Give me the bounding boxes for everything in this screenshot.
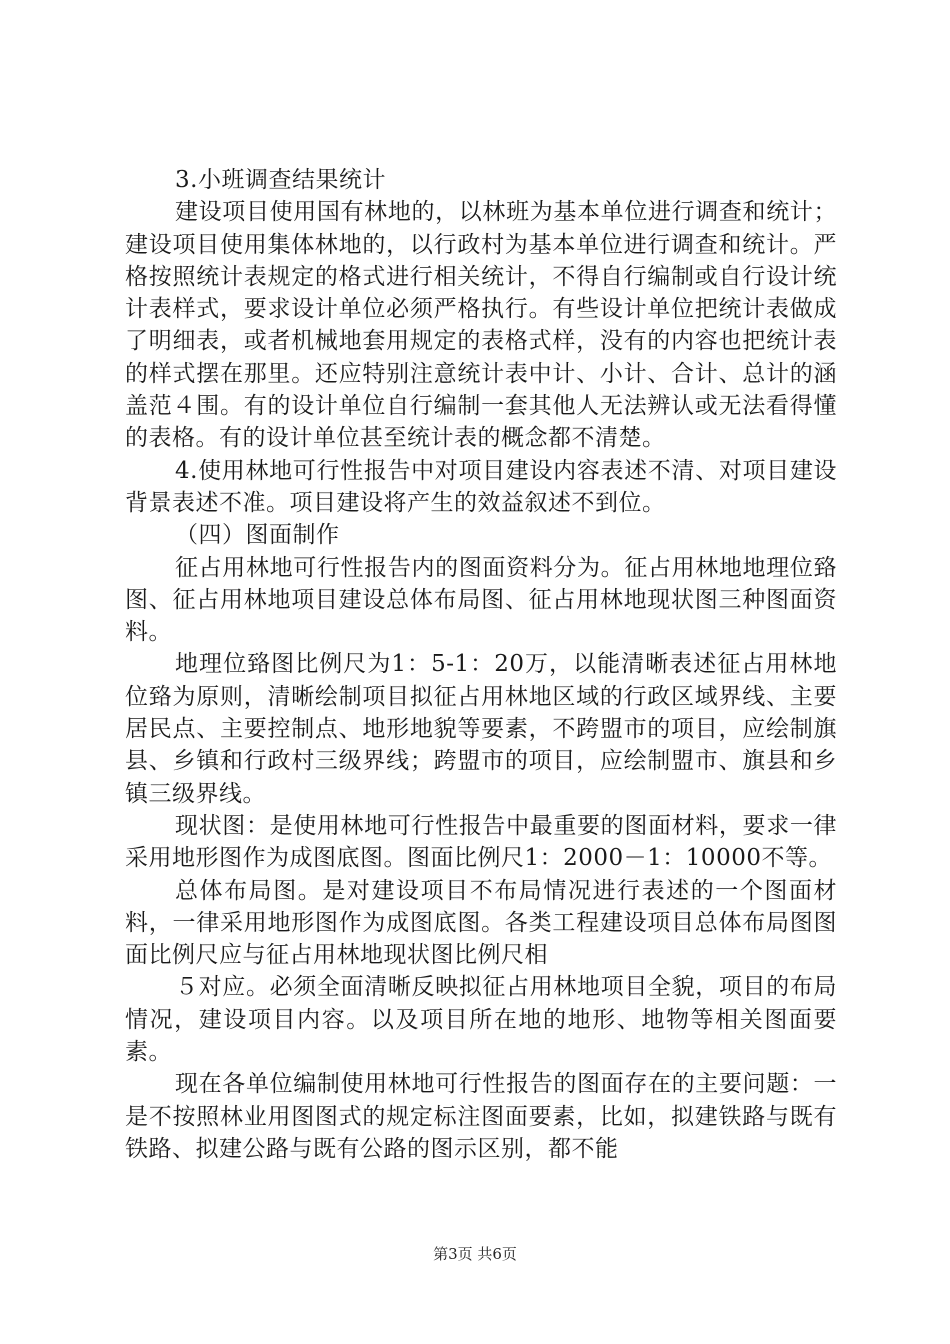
paragraph-location-map: 地理位臵图比例尺为1：5-1：20万，以能清晰表述征占用林地位臵为原则，清晰绘制项目拟征占用林地区域的行政区域界线、主要居民点、主要控制点、地形地貌等要素，不跨盟市的项目，应绘制旗县、乡镇和行政村三级界线；跨盟市的项目，应绘制盟市、旗县和乡镇三级界线。 — [125, 651, 837, 807]
paragraph-layout-map-continued: ５对应。必须全面清晰反映拟征占用林地项目全貌，项目的布局情况，建设项目内容。以及项目所在地的地形、地物等相关图面要素。 — [125, 974, 837, 1066]
paragraph-item-4: 4.使用林地可行性报告中对项目建设内容表述不清、对项目建设背景表述不准。项目建设将产生的效益叙述不到位。 — [125, 457, 837, 516]
document-body — [125, 164, 837, 1165]
paragraph-section-4-heading: （四）图面制作 — [175, 522, 340, 549]
paragraph-problems: 现在各单位编制使用林地可行性报告的图面存在的主要问题：一是不按照林业用图图式的规定标注图面要素，比如，拟建铁路与既有铁路、拟建公路与既有公路的图示区别，都不能 — [125, 1071, 837, 1162]
paragraph-heading-3: 3.小班调查结果统计 — [175, 167, 386, 193]
paragraph-map-materials: 征占用林地可行性报告内的图面资料分为。征占用林地地理位臵图、征占用林地项目建设总体布局图、征占用林地现状图三种图面资料。 — [125, 554, 837, 646]
paragraph-layout-map: 总体布局图。是对建设项目不布局情况进行表述的一个图面材料，一律采用地形图作为成图底图。各类工程建设项目总体布局图图面比例尺应与征占用林地现状图比例尺相 — [125, 877, 837, 969]
paragraph-statistics: 建设项目使用国有林地的，以林班为基本单位进行调查和统计；建设项目使用集体林地的，以行政村为基本单位进行调查和统计。严格按照统计表规定的格式进行相关统计，不得自行编制或自行设计统计表样式，要求设计单位必须严格执行。有些设计单位把统计表做成了明细表，或者机械地套用规定的表格式样，没有的内容也把统计表的样式摆在那里。还应特别注意统计表中计、小计、合计、总计的涵盖范４围。有的设计单位自行编制一套其他人无法辨认或无法看得懂的表格。有的设计单位甚至统计表的概念都不清楚。 — [125, 199, 837, 452]
paragraph-status-map: 现状图：是使用林地可行性报告中最重要的图面材料，要求一律采用地形图作为成图底图。图面比例尺1：2000－1：10000不等。 — [125, 812, 837, 872]
page-footer: 第3页 共6页 — [433, 1245, 517, 1263]
